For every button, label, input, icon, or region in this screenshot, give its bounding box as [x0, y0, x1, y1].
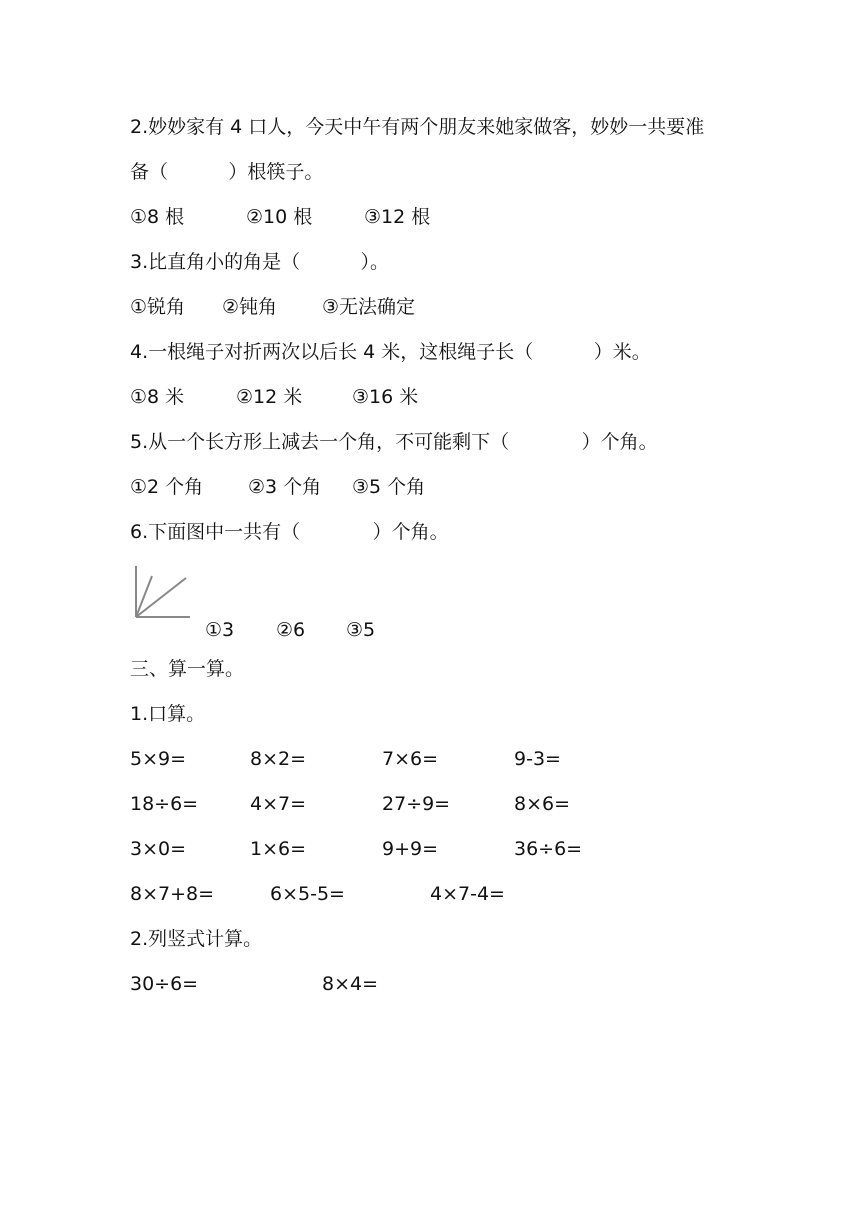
q3-text: 3.比直角小的角是（ ）。	[130, 251, 390, 273]
section3-title: 三、算一算。	[130, 658, 245, 680]
q2-option-1: ①8 根	[130, 206, 185, 228]
q4-option-1: ①8 米	[130, 386, 185, 408]
vertical-calc-title: 2.列竖式计算。	[130, 928, 263, 950]
q2-text-line2: 备（ ）根筷子。	[130, 161, 324, 183]
calc-item: 4×7=	[250, 793, 307, 815]
q6-option-1: ①3	[205, 619, 235, 641]
q4-text: 4.一根绳子对折两次以后长 4 米，这根绳子长（ ）米。	[130, 341, 651, 363]
q5-text: 5.从一个长方形上减去一个角，不可能剩下（ ）个角。	[130, 431, 658, 453]
calc-item: 4×7-4=	[430, 883, 505, 905]
q6-option-3: ③5	[346, 619, 376, 641]
calc-item: 6×5-5=	[270, 883, 345, 905]
calc-item: 3×0=	[130, 838, 187, 860]
vertical-calc-item: 8×4=	[322, 973, 379, 995]
q2-option-3: ③12 根	[364, 206, 431, 228]
q5-option-3: ③5 个角	[352, 476, 426, 498]
calc-item: 8×7+8=	[130, 883, 215, 905]
calc-item: 7×6=	[382, 748, 439, 770]
q3-option-3: ③无法确定	[322, 296, 416, 318]
q3-option-1: ①锐角	[130, 296, 186, 318]
calc-item: 9+9=	[382, 838, 439, 860]
q2-option-2: ②10 根	[246, 206, 313, 228]
calc-item: 36÷6=	[514, 838, 583, 860]
calc-item: 1×6=	[250, 838, 307, 860]
calc-item: 5×9=	[130, 748, 187, 770]
q2-text-line1: 2.妙妙家有 4 口人，今天中午有两个朋友来她家做客，妙妙一共要准	[130, 116, 705, 138]
angle-figure	[130, 562, 194, 624]
calc-item: 18÷6=	[130, 793, 199, 815]
q6-text: 6.下面图中一共有（ ）个角。	[130, 521, 449, 543]
calc-item: 8×2=	[250, 748, 307, 770]
calc-item: 8×6=	[514, 793, 571, 815]
oral-calc-title: 1.口算。	[130, 703, 206, 725]
calc-item: 9-3=	[514, 748, 561, 770]
q3-option-2: ②钝角	[222, 296, 278, 318]
q5-option-2: ②3 个角	[248, 476, 322, 498]
q6-option-2: ②6	[276, 619, 306, 641]
q4-option-3: ③16 米	[352, 386, 419, 408]
vertical-calc-item: 30÷6=	[130, 973, 199, 995]
q5-option-1: ①2 个角	[130, 476, 204, 498]
calc-item: 27÷9=	[382, 793, 451, 815]
q4-option-2: ②12 米	[236, 386, 303, 408]
